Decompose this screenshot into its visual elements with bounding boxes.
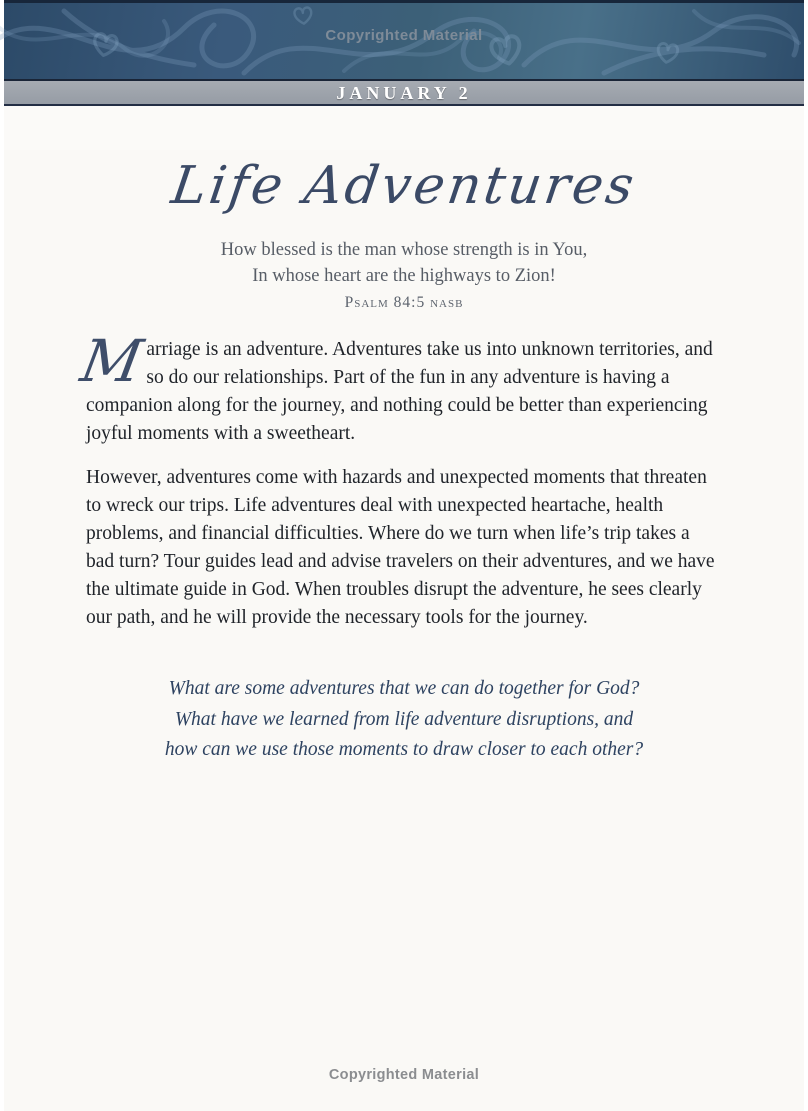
copyright-notice-bottom: Copyrighted Material: [328, 1067, 480, 1083]
decorative-header-band: [4, 0, 804, 81]
scripture-reference: Psalm 84:5 nasb: [344, 294, 464, 311]
question-line: What are some adventures that we can do together for God?: [168, 678, 640, 699]
reflection-questions: [4, 674, 804, 766]
scripture-quote: [4, 238, 804, 312]
paragraph-1-text: arriage is an adventure. Adventures take us into unknown territories, and so do our relationships. Part of the fun in any adventure is having a companion along for the journey, and nothing could be better than experiencing joyful moments with a sweetheart.: [86, 339, 713, 444]
dropcap-letter: M: [76, 327, 148, 395]
date-label: JANUARY 2: [336, 82, 472, 103]
question-line: how can we use those moments to draw closer to each other?: [164, 739, 644, 760]
devotional-page: [4, 150, 804, 1111]
devotional-body: [76, 327, 722, 632]
paragraph-2: However, adventures come with hazards and unexpected moments that threaten to wreck our trips. Life adventures deal with unexpected heartache, health problems, and financial difficulties. Where do we turn when life’s trip takes a bad turn? Tour guides lead and advise travelers on their adventures, and we have the ultimate guide in God. When troubles disrupt the adventure, he sees clearly our path, and he will provide the necessary tools for the journey.: [86, 467, 715, 628]
copyright-notice-top: Copyrighted Material: [325, 27, 483, 44]
page-title: Life Adventures: [167, 156, 641, 216]
scripture-line: In whose heart are the highways to Zion!: [252, 265, 556, 286]
question-line: What have we learned from life adventure disruptions, and: [174, 708, 634, 730]
book-page: [4, 0, 804, 1083]
date-band: [4, 81, 804, 106]
scripture-line: How blessed is the man whose strength is in You,: [220, 240, 588, 260]
paragraph-1: [76, 327, 722, 448]
